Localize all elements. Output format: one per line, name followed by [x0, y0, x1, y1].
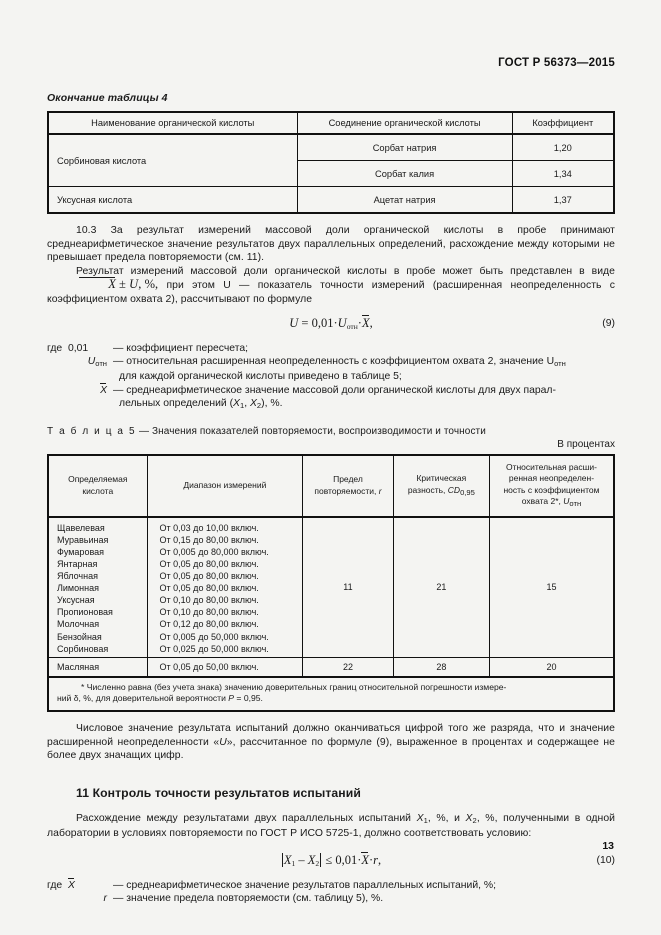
where-definition: — коэффициент пересчета;	[113, 342, 249, 354]
paragraph-after-table5: Числовое значение результата испытаний должно оканчиваться цифрой того же разряда, что и значение расширенной неопределенности «U», рассчитанное по формуле (9), выраженное в процентах и содержащее не более двух значащих цифр.	[47, 722, 615, 762]
table5-cell-uncertainty: 15	[489, 517, 614, 658]
footnote-marker: *	[81, 681, 85, 692]
formula-10-number: (10)	[596, 854, 615, 866]
table5-header-uncertainty: Относительная расши- ренная неопределен- ность с коэффициентом охвата 2*, Uотн	[489, 455, 614, 517]
formula-9	[289, 316, 372, 331]
table4-cell-coefficient: 1,34	[512, 161, 614, 187]
formula-9-comma: ,	[369, 315, 373, 330]
table4-cell-coefficient: 1,20	[512, 134, 614, 161]
where-key-u-subscript: отн	[95, 358, 107, 368]
where-line	[47, 892, 615, 906]
footnote-text-line1: Численно равна (без учета знака) значению доверительных границ относительной погрешности измере-	[86, 681, 507, 692]
where-key-u-rel	[47, 355, 113, 370]
table4-caption: Окончание таблицы 4	[47, 92, 168, 104]
table4-cell-compound: Сорбат калия	[297, 161, 512, 187]
table4-header-compound: Соединение органической кислоты	[297, 112, 512, 134]
table4-header-coefficient: Коэффициент	[512, 112, 614, 134]
table4-cell-compound: Сорбат натрия	[297, 134, 512, 161]
table-row	[48, 517, 614, 658]
formula-9-number: (9)	[602, 317, 615, 329]
section-11-paragraph: Расхождение между результатами двух параллельных испытаний $X_1$, %, и $X_2$, %, полученными в одной лаборатории в условиях повторяемости по ГОСТ Р ИСО 5725-1, должно соответствовать условию:	[47, 812, 616, 840]
where-lead-and-key	[47, 342, 113, 356]
formula-9-coefficient: 0,01	[311, 315, 334, 330]
clause-10-3-p2-part2: при этом U — показатель точности измерений (расширенная неопределенность с коэффициентом охвата 2), рассчитывают по формуле	[47, 280, 616, 305]
table-row	[48, 677, 614, 711]
table-row	[48, 187, 614, 214]
where-definition: — значение предела повторяемости (см. таблицу 5), %.	[113, 893, 384, 905]
list-item: Молочная	[57, 619, 100, 630]
where-lead: где	[47, 879, 63, 891]
formula-10-minus: –	[298, 852, 305, 867]
formula-9-dot-1: ·	[333, 315, 338, 330]
table-row	[48, 455, 614, 517]
list-item: Щавелевая	[57, 522, 105, 533]
list-item: От 0,10 до 80,00 включ.	[159, 595, 259, 606]
table4-cell-compound: Ацетат натрия	[297, 187, 512, 214]
formula-10-x1: X	[283, 852, 292, 867]
table-row	[48, 112, 614, 134]
where-key-u-symbol: U	[87, 356, 96, 368]
where-key-coefficient: 0,01	[67, 342, 89, 354]
formula-9-u-rel: U	[337, 315, 347, 330]
where-lead-and-key	[47, 879, 113, 893]
table5-header-range: Диапазон измерений	[147, 455, 303, 517]
table5-caption	[47, 426, 615, 437]
where-key-xbar-symbol: X	[100, 384, 107, 396]
table5-cell-repeatability: 11	[303, 517, 394, 658]
formula-10-xbar: X	[361, 852, 369, 867]
list-item: От 0,05 до 80,00 включ.	[159, 583, 259, 594]
list-item: Пропионовая	[57, 607, 113, 618]
page-number: 13	[602, 840, 614, 852]
formula-10-dot-1: ·	[357, 852, 362, 867]
clause-10-3-paragraph-1: 10.3 За результат измерений массовой доли органической кислоты в пробе принимают среднеарифметическое значение результатов двух параллельных определений, расхождение между которыми не превышает предела повторяемости (см. 11).	[47, 225, 615, 264]
list-item: Бензойная	[57, 631, 102, 642]
table4-cell-acid: Уксусная кислота	[48, 187, 297, 214]
footnote-text-line2a: ний δ, %, для доверительной вероятности	[57, 693, 229, 704]
table5-cell-range: От 0,05 до 50,00 включ.	[147, 657, 303, 677]
where-key-r-symbol: r	[103, 893, 107, 905]
where-key-xbar-symbol: X	[67, 879, 75, 891]
inline-formula-xbar-u: X ± U, %,	[47, 278, 158, 292]
table5-caption-text: — Значения показателей повторяемости, воспроизводимости и точности	[139, 425, 486, 437]
where-line	[47, 384, 615, 398]
where-key-r	[47, 892, 113, 906]
list-item: От 0,025 до 50,000 включ.	[159, 643, 269, 654]
table5-cell-repeatability: 22	[303, 657, 394, 677]
list-item: Сорбиновая	[57, 643, 109, 654]
table5-header-acid: Определяемая кислота	[48, 455, 147, 517]
page-content	[47, 57, 615, 906]
formula-10-x2: X	[307, 852, 316, 867]
table-5	[47, 454, 615, 712]
table5-header-repeatability: Предел повторяемости, r	[303, 455, 394, 517]
table4-cell-acid: Сорбиновая кислота	[48, 134, 297, 187]
list-item: От 0,005 до 50,000 включ.	[159, 631, 269, 642]
table5-footnote	[48, 677, 614, 711]
list-item: От 0,05 до 80,00 включ.	[159, 571, 259, 582]
list-item: От 0,03 до 10,00 включ.	[159, 522, 259, 533]
table5-cell-critical-difference: 28	[393, 657, 489, 677]
table-4	[47, 111, 615, 214]
formula-10-coefficient: 0,01	[335, 852, 358, 867]
table5-cell-acid: Масляная	[48, 657, 147, 677]
formula-10-comma: ,	[378, 852, 382, 867]
footnote-text-line2b: = 0,95.	[234, 693, 263, 704]
standard-header: ГОСТ Р 56373—2015	[498, 57, 615, 69]
table5-header-critical-difference: Критическая разность, CD0,95	[393, 455, 489, 517]
formula-9-lhs: U	[289, 315, 299, 330]
where-lead: где	[47, 342, 63, 354]
where-block-formula-10	[47, 879, 615, 906]
formula-10-leq: ≤	[325, 852, 333, 867]
where-line	[47, 342, 615, 356]
abs-bar-left	[282, 853, 283, 867]
formula-10	[281, 853, 381, 868]
table5-caption-label: Т а б л и ц а 5	[47, 425, 137, 437]
where-definition: — среднеарифметическое значение массовой доли органической кислоты для двух парал-	[113, 384, 556, 396]
clause-10-3-p2-part1: Результат измерений массовой доли органической кислоты в пробе может быть представлен в виде	[76, 265, 615, 277]
where-continuation: для каждой органической кислоты приведено в таблице 5;	[119, 371, 402, 383]
where-definition-text: — относительная расширенная неопределенность с коэффициентом охвата 2, значение U	[113, 356, 555, 368]
table-row	[48, 134, 614, 161]
formula-9-xbar: X	[361, 315, 370, 330]
where-definition: — среднеарифметическое значение результатов параллельных испытаний, %;	[113, 879, 497, 891]
footnote-symbol-p: P	[228, 693, 235, 704]
formula-9-u-rel-sub: отн	[346, 321, 358, 331]
list-item: Фумаровая	[57, 546, 105, 557]
list-item: Уксусная	[57, 595, 95, 606]
formula-9-dot-2: ·	[357, 315, 362, 330]
list-item: От 0,15 до 80,00 включ.	[159, 534, 259, 545]
formula-10-x2-sub: 2	[315, 858, 320, 868]
list-item: Янтарная	[57, 559, 98, 570]
clause-10-3-paragraph-2	[47, 265, 615, 307]
table4-header-acid-name: Наименование органической кислоты	[48, 112, 297, 134]
table5-cell-uncertainty: 20	[489, 657, 614, 677]
list-item: Муравьиная	[57, 534, 109, 545]
list-item: Лимонная	[57, 583, 99, 594]
table5-cell-range-group	[147, 517, 303, 658]
section-11-heading: 11 Контроль точности результатов испытаний	[76, 785, 361, 800]
formula-10-r: r	[373, 852, 379, 867]
table5-units-note: В процентах	[557, 438, 615, 450]
table-row	[48, 657, 614, 677]
list-item: Яблочная	[57, 571, 98, 582]
where-line	[47, 355, 615, 370]
table5-cell-critical-difference: 21	[393, 517, 489, 658]
list-item: От 0,05 до 80,00 включ.	[159, 559, 259, 570]
table4-cell-coefficient: 1,37	[512, 187, 614, 214]
formula-10-dot-2: ·	[369, 852, 374, 867]
list-item: От 0,10 до 80,00 включ.	[159, 607, 259, 618]
where-definition-subscript: отн	[554, 358, 566, 368]
abs-bar-right	[320, 853, 321, 867]
formula-10-x1-sub: 1	[291, 858, 296, 868]
formula-10-row	[47, 853, 615, 871]
formula-9-row	[47, 316, 615, 334]
list-item: От 0,12 до 80,00 включ.	[159, 619, 259, 630]
list-item: От 0,005 до 80,000 включ.	[159, 546, 269, 557]
where-block-formula-9	[47, 342, 615, 413]
where-line	[47, 879, 615, 893]
where-definition	[113, 355, 615, 370]
where-key-xbar	[47, 384, 113, 398]
formula-9-eq: =	[301, 315, 309, 330]
table5-cell-acid-group	[48, 517, 147, 658]
where-continuation: лельных определений ($X_1$, $X_2$), %.	[119, 398, 283, 411]
